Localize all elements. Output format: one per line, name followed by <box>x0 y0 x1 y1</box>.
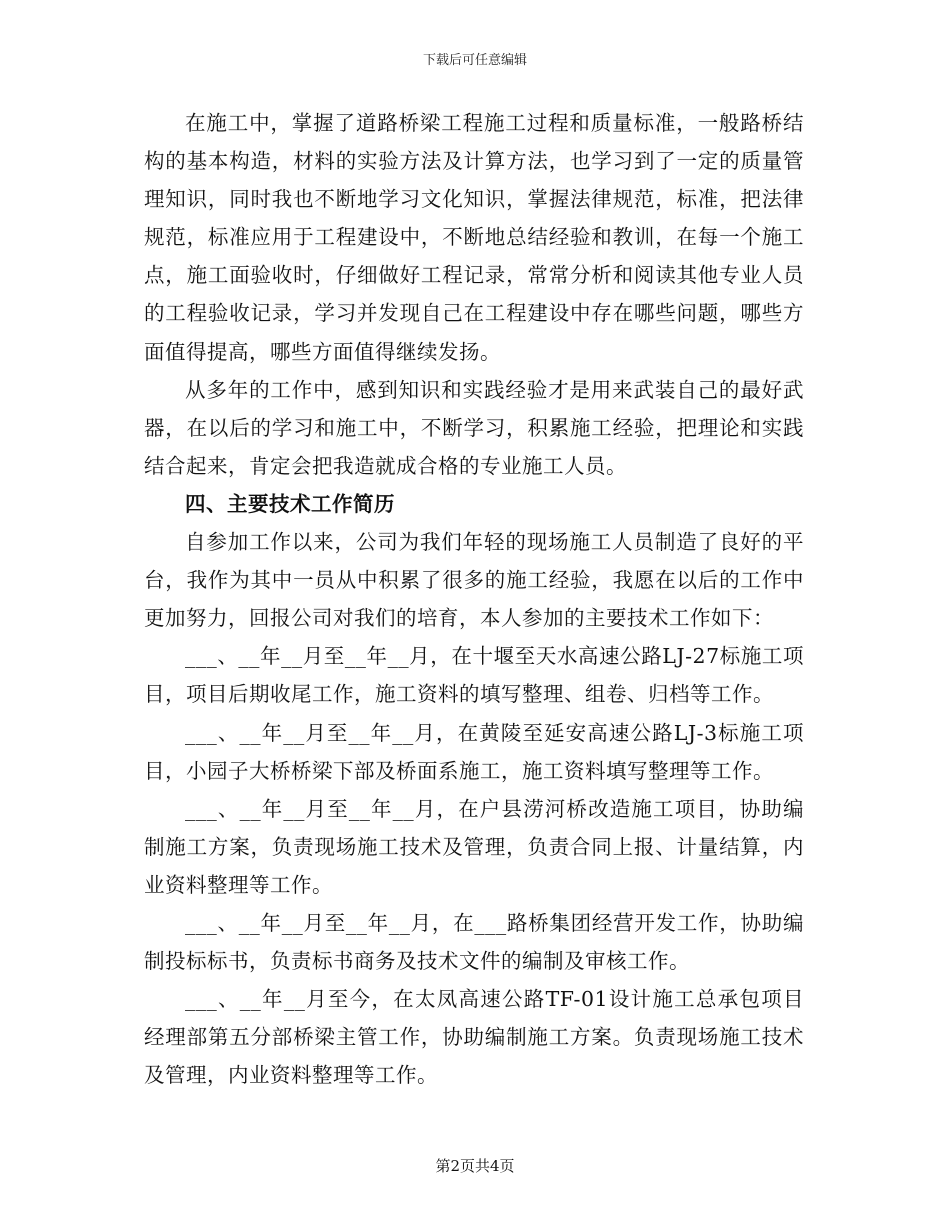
work-history-item: ___、__年__月至今，在太凤高速公路TF-01设计施工总承包项目经理部第五分部桥梁主管工作，协助编制施工方案。负责现场施工技术及管理，内业资料整理等工作。 <box>144 987 804 1088</box>
section-heading: 四、主要技术工作简历 <box>185 491 395 516</box>
paragraph-knowledge-practice: 从多年的工作中，感到知识和实践经验才是用来武装自己的最好武器，在以后的学习和施工中，不断学习，积累施工经验，把理论和实践结合起来，肯定会把我造就成合格的专业施工人员。 <box>144 377 804 478</box>
document-body <box>144 104 804 1094</box>
work-history-item: ___、__年__月至__年__月，在___路桥集团经营开发工作，协助编制投标标书，负责标书商务及技术文件的编制及审核工作。 <box>144 910 804 974</box>
work-history-item: ___、__年__月至__年__月，在十堰至天水高速公路LJ-27标施工项目，项目后期收尾工作，施工资料的填写整理、组卷、归档等工作。 <box>144 644 804 707</box>
paragraph-construction-experience: 在施工中，掌握了道路桥梁工程施工过程和质量标准，一般路桥结构的基本构造，材料的实验方法及计算方法，也学习到了一定的质量管理知识，同时我也不断地学习文化知识，掌握法律规范，标准，把法律规范，标准应用于工程建设中，不断地总结经验和教训，在每一个施工点，施工面验收时，仔细做好工程记录，常常分析和阅读其他专业人员的工程验收记录，学习并发现自己在工程建设中存在哪些问题，哪些方面值得提高，哪些方面值得继续发扬。 <box>144 111 804 364</box>
work-history-item: ___、__年__月至__年__月，在户县涝河桥改造施工项目，协助编制施工方案，负责现场施工技术及管理，负责合同上报、计量结算，内业资料整理等工作。 <box>144 796 804 897</box>
page-number: 第2页共4页 <box>435 1157 515 1175</box>
paragraph-work-intro: 自参加工作以来，公司为我们年轻的现场施工人员制造了良好的平台，我作为其中一员从中积累了很多的施工经验，我愿在以后的工作中更加努力，回报公司对我们的培育，本人参加的主要技术工作如下： <box>144 530 804 631</box>
page-header: 下载后可任意编辑 <box>422 53 527 68</box>
work-history-item: ___、__年__月至__年__月，在黄陵至延安高速公路LJ-3标施工项目，小园子大桥桥梁下部及桥面系施工，施工资料填写整理等工作。 <box>144 720 804 783</box>
